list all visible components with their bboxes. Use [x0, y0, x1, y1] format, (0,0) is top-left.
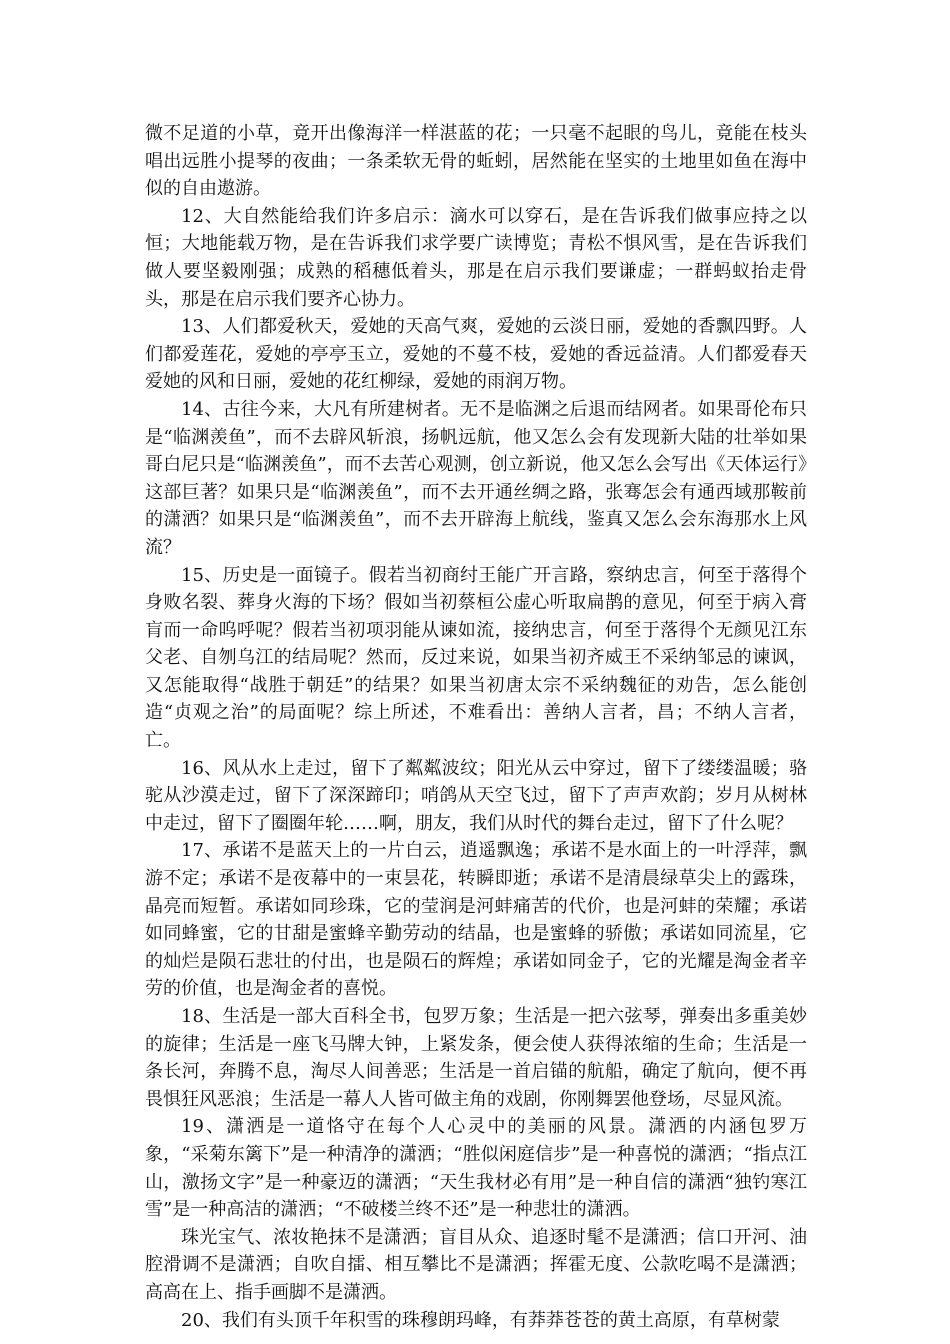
paragraph-continuation: 微不足道的小草，竟开出像海洋一样湛蓝的花；一只毫不起眼的鸟儿，竟能在枝头唱出远胜小提琴的夜曲；一条柔软无骨的蚯蚓，居然能在坚实的土地里如鱼在海中似的自由遨游。 [145, 123, 807, 200]
paragraph-19: 19、潇洒是一道恪守在每个人心灵中的美丽的风景。潇洒的内涵包罗万象，“采菊东篱下”是一种清净的潇洒；“胜似闲庭信步”是一种喜悦的潇洒；“指点江山，激扬文字”是一种豪迈的潇洒；“天生我材必有用”是一种自信的潇洒“独钓寒江雪”是一种高洁的潇洒；“不破楼兰终不还”是一种悲壮的潇洒。 [145, 1116, 807, 1221]
paragraph-20: 20、我们有头顶千年积雪的珠穆朗玛峰，有莽莽苍苍的黄土高原，有草树蒙 [181, 1309, 780, 1331]
paragraph-12: 12、大自然能给我们许多启示：滴水可以穿石，是在告诉我们做事应持之以恒；大地能载万物，是在告诉我们求学要广读博览；青松不惧风雪，是在告诉我们做人要坚毅刚强；成熟的稻穗低着头，那是在启示我们要谦虚；一群蚂蚁抬走骨头，那是在启示我们要齐心协力。 [145, 205, 807, 310]
paragraph-15: 15、历史是一面镜子。假若当初商纣王能广开言路，察纳忠言，何至于落得个身败名裂、葬身火海的下场？假如当初蔡桓公虚心听取扁鹊的意见，何至于病入膏肓而一命呜呼呢？假若当初项羽能从谏如流，接纳忠言，何至于落得个无颜见江东父老、自刎乌江的结局呢？然而，反过来说，如果当初齐威王不采纳邹忌的谏讽，又怎能取得“战胜于朝廷”的结果？如果当初唐太宗不采纳魏征的劝告，怎么能创造“贞观之治”的局面呢？综上所述，不难看出：善纳人言者，昌；不纳人言者，亡。 [145, 564, 807, 752]
paragraph-17: 17、承诺不是蓝天上的一片白云，逍遥飘逸；承诺不是水面上的一叶浮萍，飘游不定；承诺不是夜幕中的一束昙花，转瞬即逝；承诺不是清晨绿草尖上的露珠，晶亮而短暂。承诺如同珍珠，它的莹润是河蚌痛苦的代价，也是河蚌的荣耀；承诺如同蜂蜜，它的甘甜是蜜蜂辛勤劳动的结晶，也是蜜蜂的骄傲；承诺如同流星，它的灿烂是陨石悲壮的付出，也是陨石的辉煌；承诺如同金子，它的光耀是淘金者辛劳的价值，也是淘金者的喜悦。 [145, 840, 807, 1000]
document-page [145, 120, 807, 1334]
paragraph-16: 16、风从水上走过，留下了粼粼波纹；阳光从云中穿过，留下了缕缕温暖；骆驼从沙漠走过，留下了深深蹄印；哨鸽从天空飞过，留下了声声欢韵；岁月从树林中走过，留下了圈圈年轮……啊，朋友，我们从时代的舞台走过，留下了什么呢？ [145, 757, 807, 834]
paragraph-19-continued: 珠光宝气、浓妆艳抹不是潇洒；盲目从众、追逐时髦不是潇洒；信口开河、油腔滑调不是潇洒；自吹自擂、相互攀比不是潇洒；挥霍无度、公款吃喝不是潇洒；高高在上、指手画脚不是潇洒。 [145, 1226, 807, 1303]
paragraph-14: 14、古往今来，大凡有所建树者。无不是临渊之后退而结网者。如果哥伦布只是“临渊羡鱼”，而不去辟风斩浪，扬帆远航，他又怎么会有发现新大陆的壮举如果哥白尼只是“临渊羡鱼”，而不去苦心观测，创立新说，他又怎么会写出《天体运行》这部巨著？如果只是“临渊羡鱼”，而不去开通丝绸之路，张骞怎会有通西域那鞍前的潇洒？如果只是“临渊羡鱼”，而不去开辟海上航线，鉴真又怎么会东海那水上风流？ [145, 398, 807, 558]
paragraph-18: 18、生活是一部大百科全书，包罗万象；生活是一把六弦琴，弹奏出多重美妙的旋律；生活是一座飞马牌大钟，上紧发条，便会使人获得浓缩的生命；生活是一条长河，奔腾不息，淘尽人间善恶；生活是一首启锚的航船，确定了航向，便不再畏惧狂风恶浪；生活是一幕人人皆可做主角的戏剧，你刚舞罢他登场，尽显风流。 [145, 1006, 807, 1110]
paragraph-13: 13、人们都爱秋天，爱她的天高气爽，爱她的云淡日丽，爱她的香飘四野。人们都爱莲花，爱她的亭亭玉立，爱她的不蔓不枝，爱她的香远益清。人们都爱春天爱她的风和日丽，爱她的花红柳绿，爱她的雨润万物。 [145, 316, 807, 393]
